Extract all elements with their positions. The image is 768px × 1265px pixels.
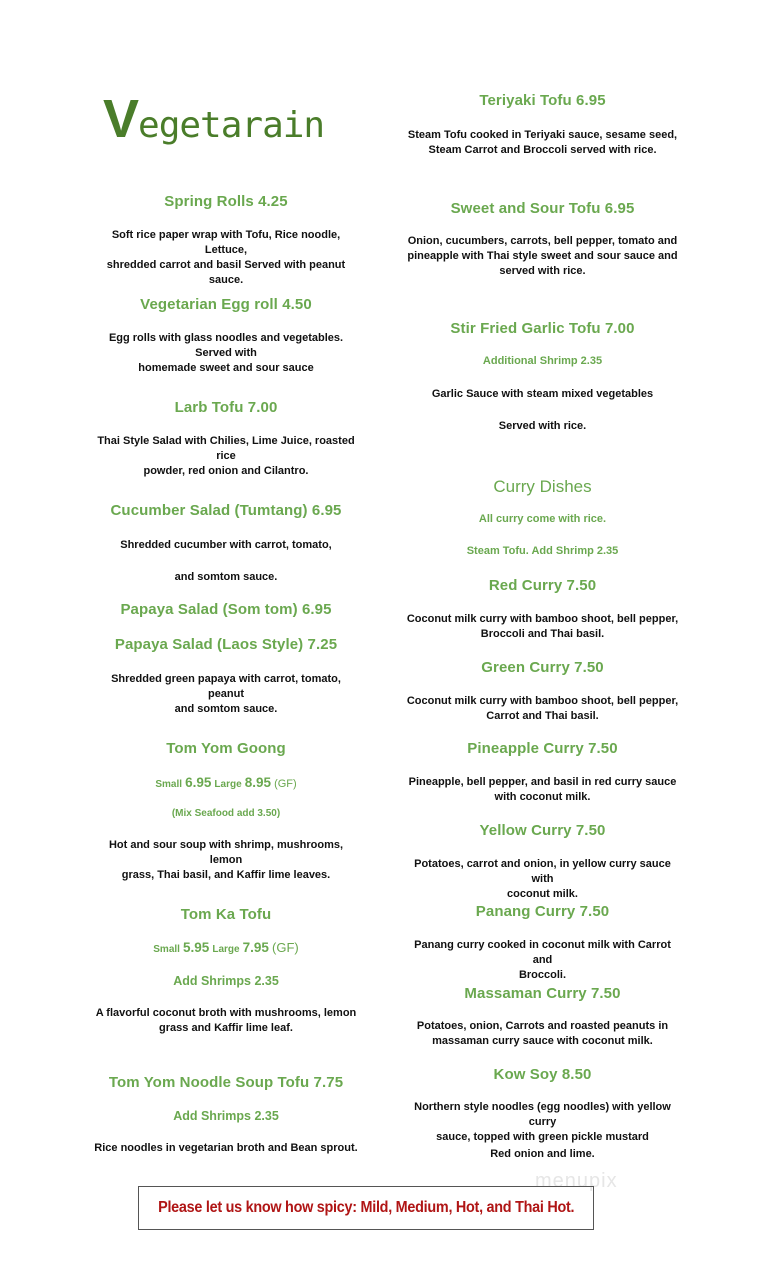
dish-description (405, 234, 680, 279)
desc-line: Onion, cucumbers, carrots, bell pepper, tomato and (407, 235, 678, 247)
dish-name: Yellow Curry 7.50 (479, 822, 606, 839)
add-on-note: (Mix Seafood add 3.50) (171, 808, 281, 819)
dish-name: Panang Curry 7.50 (475, 903, 610, 920)
desc-line: massaman curry sauce with coconut milk. (432, 1035, 653, 1047)
dish-description (95, 331, 357, 376)
desc-line: Broccoli. (518, 969, 567, 981)
dish-description (95, 838, 357, 883)
dish-name: Papaya Salad (Som tom) 6.95 (120, 601, 332, 618)
dish-name: Tom Yom Goong (166, 740, 286, 757)
desc-line: coconut milk. (507, 888, 578, 900)
desc-line: Potatoes, carrot and onion, in yellow curry sauce with (414, 858, 671, 885)
dish-name: Larb Tofu 7.00 (174, 399, 278, 416)
dish-description: Garlic Sauce with steam mixed vegetables (431, 388, 654, 400)
desc-line: Potatoes, onion, Carrots and roasted peanuts in (416, 1020, 669, 1032)
dish-name: Stir Fried Garlic Tofu 7.00 (450, 320, 635, 337)
desc-line: pineapple with Thai style sweet and sour sauce and (407, 250, 678, 262)
dish-description (95, 1006, 357, 1036)
desc-line: A flavorful coconut broth with mushrooms, lemon (95, 1007, 357, 1019)
dish-name: Green Curry 7.50 (481, 659, 604, 676)
desc-line: Coconut milk curry with bamboo shoot, bell pepper, (406, 695, 679, 707)
dish-description (405, 775, 680, 805)
dish-description: Served with rice. (498, 420, 587, 432)
dish-description (95, 672, 357, 717)
desc-line: Egg rolls with glass noodles and vegetables. Served with (108, 332, 344, 359)
desc-line: Steam Carrot and Broccoli served with rice. (428, 144, 657, 156)
dish-name: Tom Ka Tofu (180, 906, 272, 923)
desc-line: and somtom sauce. (174, 703, 278, 715)
watermark: menupix (535, 1170, 618, 1192)
desc-line: Panang curry cooked in coconut milk with Carrot and (414, 939, 671, 966)
dish-name: Cucumber Salad (Tumtang) 6.95 (110, 502, 342, 519)
notice-text: Please let us know how spicy: Mild, Medium, Hot, and Thai Hot. (157, 1199, 575, 1216)
size-price: 5.95 (183, 940, 210, 955)
size-label: Large (214, 779, 242, 790)
add-on-note: Add Shrimps 2.35 (173, 1109, 279, 1123)
desc-line: Northern style noodles (egg noodles) with yellow curry (414, 1101, 671, 1128)
desc-line: Coconut milk curry with bamboo shoot, bell pepper, (406, 613, 679, 625)
section-note: Steam Tofu. Add Shrimp 2.35 (466, 545, 619, 557)
desc-line: served with rice. (499, 265, 586, 277)
right-column (405, 0, 680, 1180)
dish-description: Shredded cucumber with carrot, tomato, (120, 539, 332, 551)
dish-description: and somtom sauce. (174, 571, 278, 583)
dish-name: Teriyaki Tofu 6.95 (479, 92, 606, 109)
size-label: Small (153, 944, 180, 955)
desc-line: homemade sweet and sour sauce (138, 362, 314, 374)
spice-level-notice (138, 1186, 594, 1230)
dish-description (405, 1100, 680, 1145)
dish-name: Sweet and Sour Tofu 6.95 (450, 200, 635, 217)
dish-name: Tom Yom Noodle Soup Tofu 7.75 (108, 1074, 344, 1091)
price-options (95, 940, 357, 955)
desc-line: powder, red onion and Cilantro. (143, 465, 309, 477)
desc-line: Shredded green papaya with carrot, tomato, peanut (111, 673, 341, 700)
desc-line: sauce, topped with green pickle mustard (436, 1131, 649, 1143)
desc-line: shredded carrot and basil Served with peanut sauce. (106, 259, 346, 286)
size-price: 6.95 (185, 775, 212, 790)
dish-description (405, 612, 680, 642)
dish-name: Spring Rolls 4.25 (164, 193, 288, 210)
desc-line: Soft rice paper wrap with Tofu, Rice noodle, Lettuce, (111, 229, 341, 256)
desc-line: grass, Thai basil, and Kaffir lime leaves. (121, 869, 331, 881)
title-initial: V (103, 89, 139, 149)
section-note: All curry come with rice. (478, 513, 607, 525)
dish-description: Red onion and lime. (490, 1148, 595, 1160)
desc-line: Pineapple, bell pepper, and basil in red curry sauce (408, 776, 677, 788)
dish-description (405, 938, 680, 983)
desc-line: with coconut milk. (494, 791, 591, 803)
title-rest: egetarain (138, 105, 325, 146)
size-price: 8.95 (244, 775, 271, 790)
dish-description: Rice noodles in vegetarian broth and Bean sprout. (94, 1142, 358, 1154)
add-on-note: Additional Shrimp 2.35 (482, 355, 603, 367)
desc-line: Broccoli and Thai basil. (480, 628, 605, 640)
dish-name: Red Curry 7.50 (488, 577, 597, 594)
desc-line: grass and Kaffir lime leaf. (159, 1022, 293, 1034)
dish-description (405, 857, 680, 902)
size-label: Small (155, 779, 183, 790)
dish-name: Massaman Curry 7.50 (464, 985, 621, 1002)
size-label: Large (212, 944, 240, 955)
gluten-free-tag: (GF) (274, 778, 297, 790)
gluten-free-tag: (GF) (272, 940, 299, 955)
dish-description (95, 228, 357, 288)
dish-description (405, 1019, 680, 1049)
size-price: 7.95 (242, 940, 269, 955)
add-on-note: Add Shrimps 2.35 (173, 974, 279, 988)
dish-name: Vegetarian Egg roll 4.50 (140, 296, 312, 313)
dish-description (405, 694, 680, 724)
desc-line: Steam Tofu cooked in Teriyaki sauce, sesame seed, (407, 129, 678, 141)
dish-name: Papaya Salad (Laos Style) 7.25 (114, 636, 338, 653)
desc-line: Thai Style Salad with Chilies, Lime Juice, roasted rice (97, 435, 355, 462)
dish-description (95, 434, 357, 479)
dish-name: Pineapple Curry 7.50 (467, 740, 618, 757)
desc-line: Carrot and Thai basil. (486, 710, 599, 722)
left-column (95, 0, 357, 1180)
dish-name: Kow Soy 8.50 (493, 1066, 592, 1083)
section-heading: Curry Dishes (493, 477, 592, 496)
price-options (95, 775, 357, 790)
dish-description (405, 128, 680, 158)
desc-line: Hot and sour soup with shrimp, mushrooms, lemon (108, 839, 344, 866)
